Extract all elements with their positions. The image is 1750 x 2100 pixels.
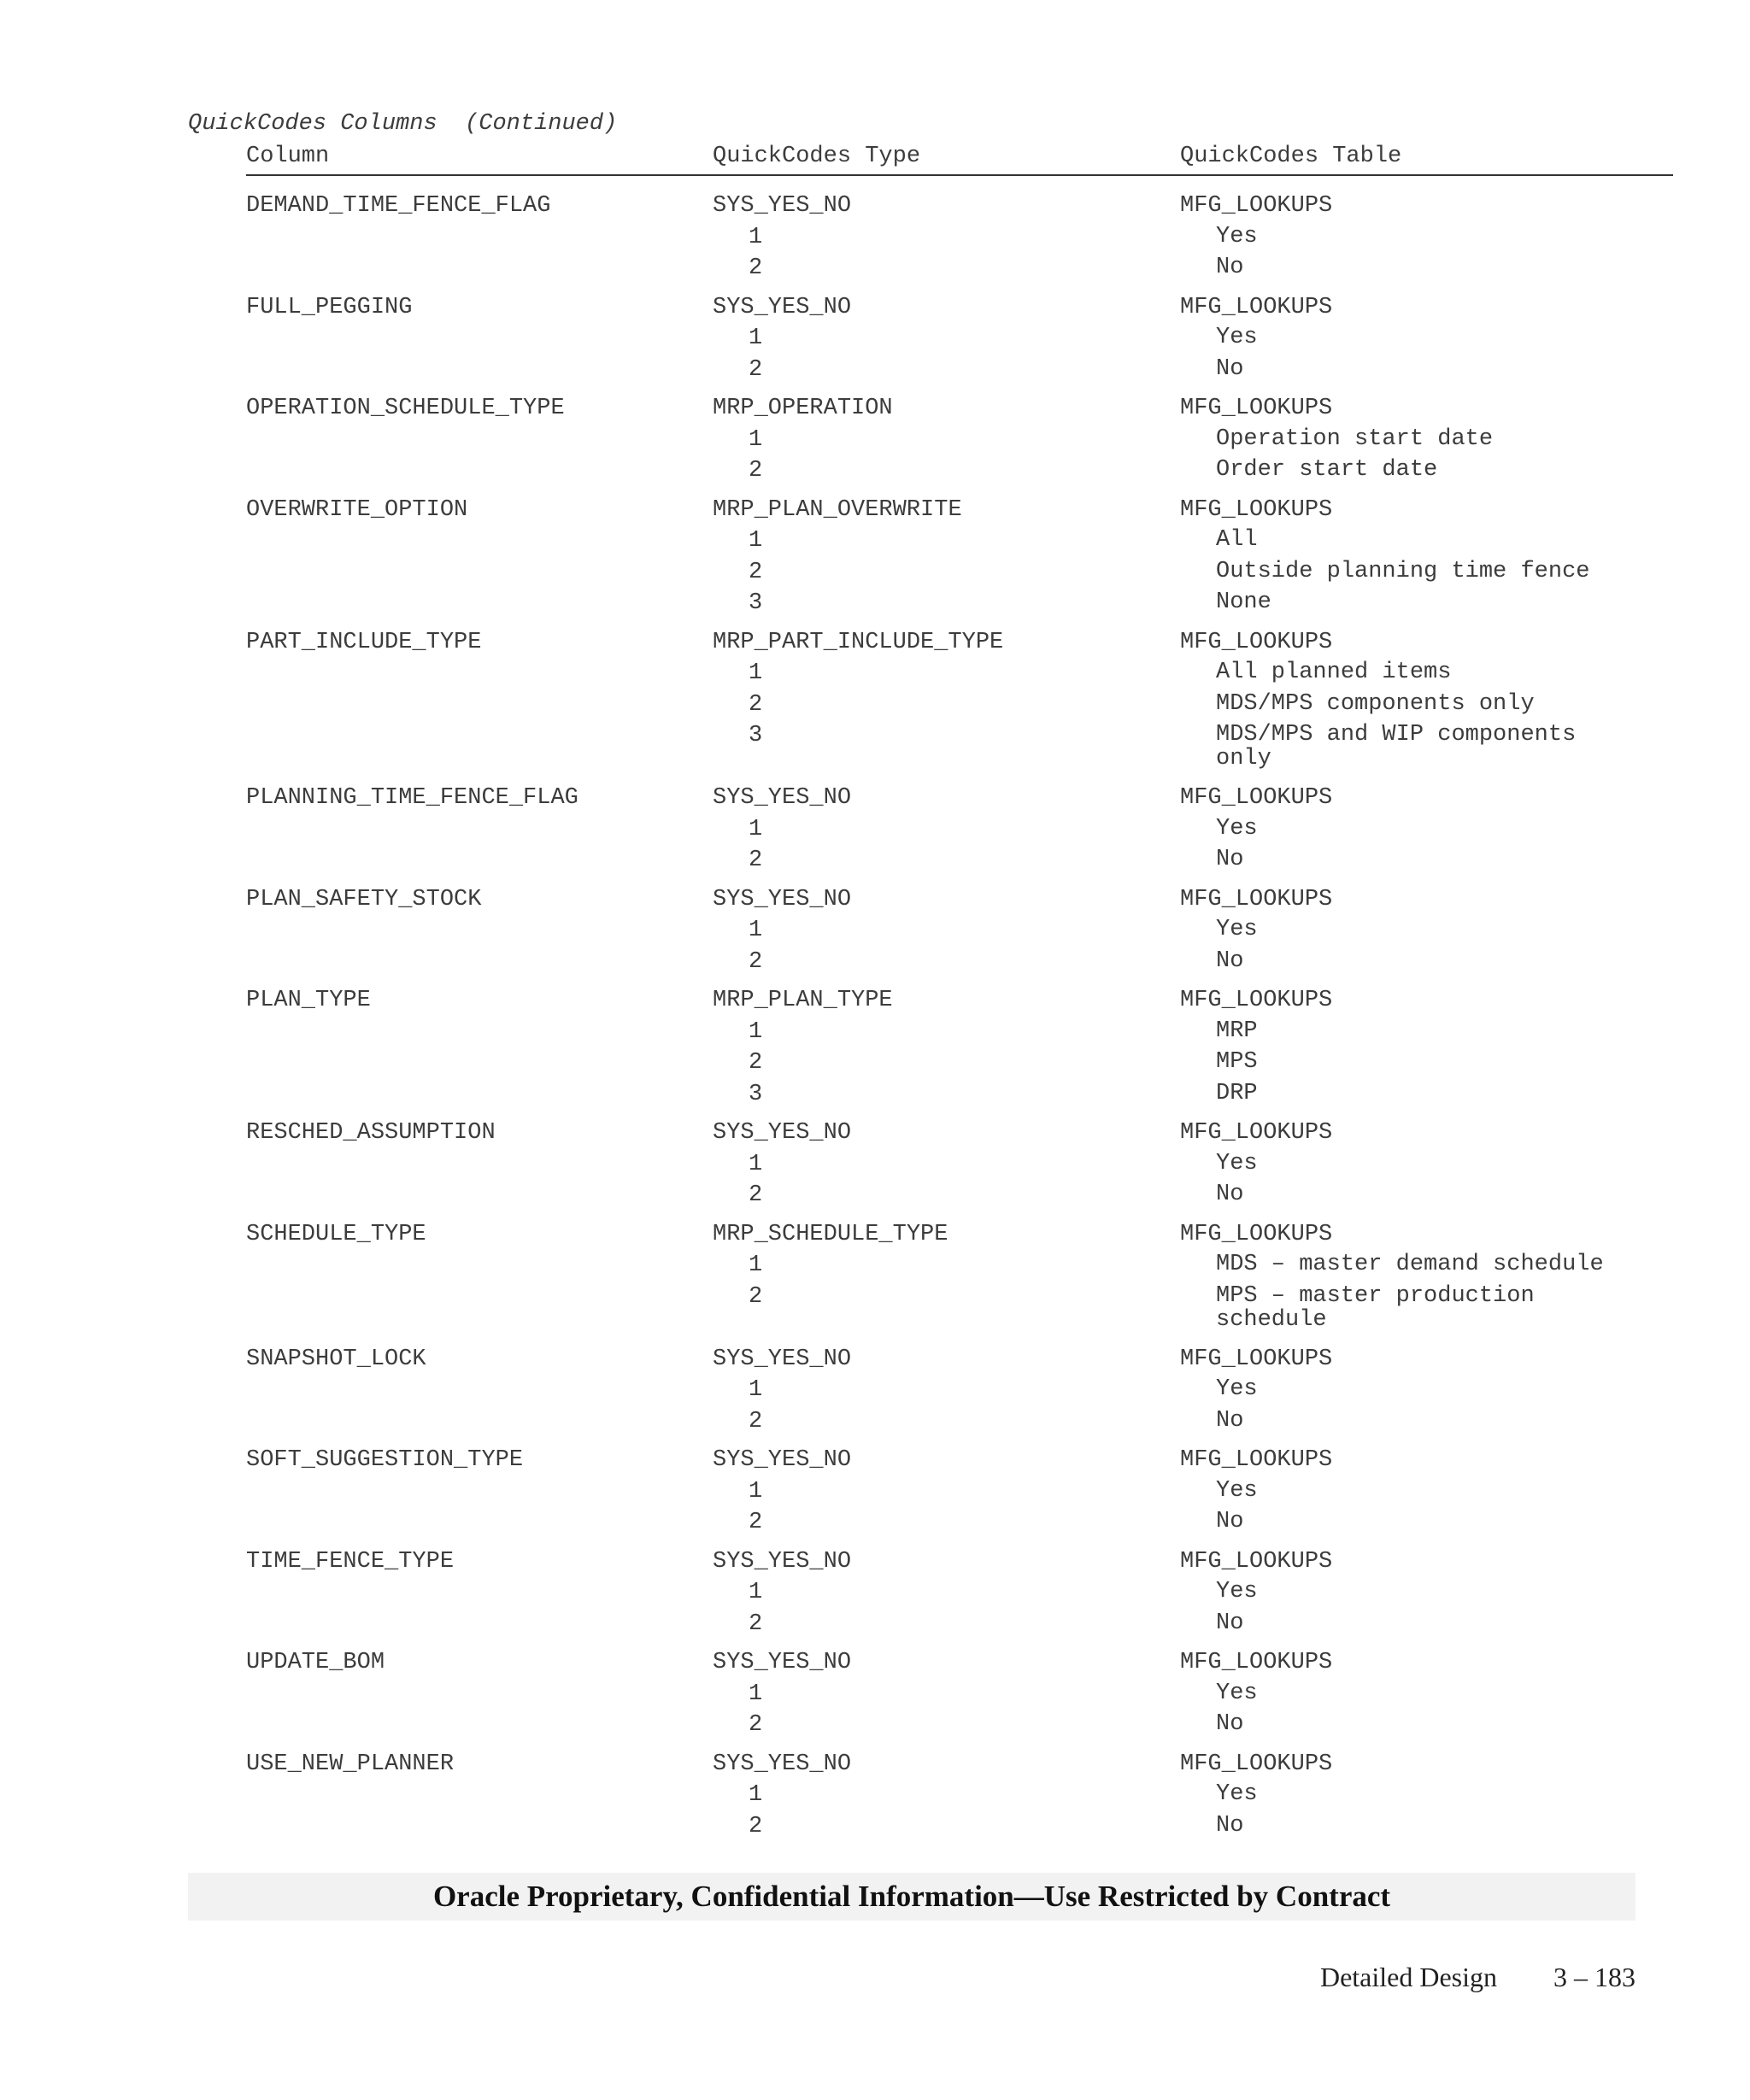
quickcodes-type: SYS_YES_NO [713,1751,852,1777]
quickcodes-type: SYS_YES_NO [713,294,852,320]
quickcodes-type: MRP_PART_INCLUDE_TYPE [713,629,1004,655]
lookup-code: 2 [749,1813,763,1839]
lookup-meaning: No [1216,1509,1244,1534]
lookup-code: 2 [749,948,763,975]
table-row [246,785,1673,879]
table-row [246,193,1673,287]
table-row [246,630,1673,778]
column-name: PART_INCLUDE_TYPE [246,629,482,655]
lookup-code: 1 [749,660,763,686]
lookup-meaning: None [1216,590,1271,615]
lookup-value-line [246,949,1673,981]
column-name: DEMAND_TIME_FENCE_FLAG [246,193,551,219]
lookup-value-line [246,918,1673,949]
lookup-meaning: Yes [1216,223,1258,249]
table-row [246,1650,1673,1744]
row-header-line [246,1447,1673,1479]
lookup-value-line [246,1580,1673,1611]
quickcodes-type: SYS_YES_NO [713,1447,852,1473]
lookup-value-line [246,326,1673,357]
quickcodes-table: MFG_LOOKUPS [1180,1120,1333,1146]
lookup-value-line [246,458,1673,490]
table-body [246,193,1673,1845]
lookup-meaning: MRP [1216,1018,1258,1044]
table-row [246,887,1673,981]
footer-section-title: Detailed Design [1319,1962,1497,1992]
column-name: SCHEDULE_TYPE [246,1221,426,1247]
row-header-line [246,1346,1673,1378]
row-header-line [246,785,1673,817]
lookup-value-line [246,1284,1673,1339]
row-header-line [246,988,1673,1019]
header-quickcodes-table: QuickCodes Table [1180,144,1402,169]
lookup-code: 1 [749,1478,763,1505]
header-quickcodes-type: QuickCodes Type [713,144,921,169]
lookup-code: 1 [749,1580,763,1605]
quickcodes-table: MFG_LOOKUPS [1180,1221,1333,1247]
lookup-code: 3 [749,590,763,616]
lookup-value-line [246,1814,1673,1845]
column-name: USE_NEW_PLANNER [246,1751,455,1777]
lookup-meaning: No [1216,355,1244,382]
lookup-meaning: Yes [1216,1150,1258,1176]
column-name: TIME_FENCE_TYPE [246,1548,455,1575]
lookup-code: 2 [749,1283,763,1310]
quickcodes-type: SYS_YES_NO [713,1650,852,1675]
lookup-value-line [246,255,1673,287]
lookup-code: 2 [749,1510,763,1535]
row-header-line [246,295,1673,326]
lookup-value-line [246,1182,1673,1214]
lookup-code: 3 [749,723,763,748]
table-row [246,1222,1673,1339]
quickcodes-table: MFG_LOOKUPS [1180,785,1333,811]
lookup-code: 1 [749,918,763,943]
quickcodes-table: MFG_LOOKUPS [1180,1548,1333,1575]
column-name: OPERATION_SCHEDULE_TYPE [246,396,565,421]
quickcodes-type: SYS_YES_NO [713,1346,852,1372]
lookup-meaning: Yes [1216,917,1258,942]
column-name: PLAN_TYPE [246,988,371,1013]
lookup-meaning: No [1216,947,1244,974]
quickcodes-table: MFG_LOOKUPS [1180,396,1333,421]
lookup-value-line [246,590,1673,622]
quickcodes-type: SYS_YES_NO [713,785,852,811]
lookup-code: 1 [749,528,763,554]
quickcodes-type: SYS_YES_NO [713,1548,852,1575]
lookup-meaning: Outside planning time fence [1216,558,1590,584]
column-name: UPDATE_BOM [246,1650,385,1675]
row-header-line [246,1222,1673,1253]
lookup-meaning: Yes [1216,1680,1258,1706]
lookup-meaning: Yes [1216,1477,1258,1504]
lookup-code: 1 [749,1681,763,1707]
lookup-value-line [246,1377,1673,1409]
page-number: 3 – 183 [1553,1962,1635,1992]
table-row [246,1346,1673,1440]
quickcodes-table: MFG_LOOKUPS [1180,886,1333,912]
lookup-value-line [246,357,1673,389]
quickcodes-table: MFG_LOOKUPS [1180,496,1333,523]
lookup-value-line [246,1252,1673,1284]
lookup-meaning: Yes [1216,325,1258,350]
quickcodes-type: MRP_SCHEDULE_TYPE [713,1221,948,1247]
lookup-meaning: No [1216,1407,1244,1434]
quickcodes-table: MFG_LOOKUPS [1180,988,1333,1013]
row-header-line [246,193,1673,225]
row-header-line [246,1549,1673,1581]
quickcodes-type: SYS_YES_NO [713,193,852,219]
table-row [246,1447,1673,1541]
lookup-meaning: All [1216,527,1258,553]
lookup-value-line [246,1611,1673,1643]
lookup-value-line [246,723,1673,777]
lookup-code: 2 [749,559,763,585]
lookup-value-line [246,427,1673,459]
lookup-meaning: No [1216,1610,1244,1636]
lookup-code: 3 [749,1081,763,1107]
quickcodes-type: MRP_OPERATION [713,396,893,421]
lookup-value-line [246,528,1673,560]
lookup-code: 1 [749,1252,763,1278]
lookup-code: 2 [749,691,763,718]
column-name: FULL_PEGGING [246,294,413,320]
row-header-line [246,1120,1673,1152]
lookup-code: 2 [749,1182,763,1208]
lookup-code: 1 [749,1377,763,1403]
lookup-code: 2 [749,255,763,281]
column-name: SNAPSHOT_LOCK [246,1346,426,1372]
lookup-code: 2 [749,848,763,873]
lookup-meaning: MPS [1216,1049,1258,1075]
confidentiality-notice: Oracle Proprietary, Confidential Information––Use Restricted by Contract [188,1873,1635,1921]
quickcodes-table: MFG_LOOKUPS [1180,294,1333,320]
lookup-meaning: No [1216,1711,1244,1737]
lookup-meaning: No [1216,847,1244,872]
lookup-code: 2 [749,1610,763,1637]
quickcodes-type: MRP_PLAN_TYPE [713,988,893,1013]
row-header-line [246,887,1673,918]
lookup-code: 1 [749,326,763,351]
lookup-meaning: Operation start date [1216,425,1494,452]
table-row [246,1549,1673,1643]
lookup-value-line [246,1782,1673,1814]
row-header-line [246,497,1673,529]
quickcodes-table: MFG_LOOKUPS [1180,629,1333,655]
lookup-meaning: No [1216,255,1244,280]
header-column: Column [246,144,330,169]
lookup-value-line [246,1082,1673,1113]
lookup-meaning: Yes [1216,815,1258,842]
lookup-meaning: MDS/MPS components only [1216,690,1535,717]
lookup-meaning: DRP [1216,1080,1258,1106]
lookup-meaning: No [1216,1812,1244,1839]
quickcodes-table: MFG_LOOKUPS [1180,1447,1333,1473]
table-row [246,1751,1673,1845]
lookup-value-line [246,1152,1673,1183]
quickcodes-table: MFG_LOOKUPS [1180,193,1333,219]
lookup-code: 2 [749,1050,763,1076]
column-name: SOFT_SUGGESTION_TYPE [246,1447,524,1473]
quickcodes-type: MRP_PLAN_OVERWRITE [713,496,962,523]
lookup-value-line [246,1050,1673,1082]
lookup-code: 2 [749,458,763,484]
lookup-value-line [246,1712,1673,1744]
row-header-line [246,396,1673,427]
lookup-code: 1 [749,224,763,250]
lookup-value-line [246,660,1673,692]
lookup-value-line [246,560,1673,591]
column-name: PLANNING_TIME_FENCE_FLAG [246,785,578,811]
lookup-code: 1 [749,1151,763,1177]
quickcodes-table: MFG_LOOKUPS [1180,1650,1333,1675]
row-header-line [246,630,1673,661]
lookup-value-line [246,848,1673,879]
lookup-meaning: MDS – master demand schedule [1216,1252,1604,1277]
column-name: PLAN_SAFETY_STOCK [246,886,482,912]
lookup-value-line [246,1019,1673,1051]
table-row [246,497,1673,622]
table-row [246,988,1673,1112]
column-name: RESCHED_ASSUMPTION [246,1120,496,1146]
row-header-line [246,1751,1673,1783]
column-name: OVERWRITE_OPTION [246,496,468,523]
quickcodes-table [246,144,1673,1852]
table-caption: QuickCodes Columns (Continued) [188,111,618,137]
lookup-value-line [246,817,1673,848]
lookup-meaning: Yes [1216,1579,1258,1604]
lookup-meaning: MPS – master production schedule [1216,1282,1535,1333]
table-header [246,144,1673,176]
quickcodes-table: MFG_LOOKUPS [1180,1751,1333,1777]
row-header-line [246,1650,1673,1681]
lookup-meaning: All planned items [1216,660,1452,685]
lookup-code: 2 [749,1712,763,1738]
table-row [246,295,1673,389]
lookup-meaning: Order start date [1216,457,1438,483]
lookup-value-line [246,1681,1673,1713]
lookup-code: 1 [749,426,763,453]
quickcodes-type: SYS_YES_NO [713,886,852,912]
lookup-value-line [246,1510,1673,1541]
table-row [246,1120,1673,1214]
quickcodes-table: MFG_LOOKUPS [1180,1346,1333,1372]
lookup-value-line [246,1409,1673,1440]
lookup-value-line [246,1479,1673,1510]
lookup-code: 2 [749,1408,763,1434]
lookup-meaning: Yes [1216,1376,1258,1402]
lookup-value-line [246,225,1673,256]
table-row [246,396,1673,490]
lookup-meaning: Yes [1216,1781,1258,1807]
lookup-code: 1 [749,1782,763,1808]
lookup-meaning: No [1216,1182,1244,1207]
lookup-code: 2 [749,356,763,383]
lookup-code: 1 [749,1018,763,1045]
lookup-value-line [246,692,1673,724]
quickcodes-type: SYS_YES_NO [713,1120,852,1146]
lookup-code: 1 [749,816,763,842]
lookup-meaning: MDS/MPS and WIP components only [1216,722,1577,771]
